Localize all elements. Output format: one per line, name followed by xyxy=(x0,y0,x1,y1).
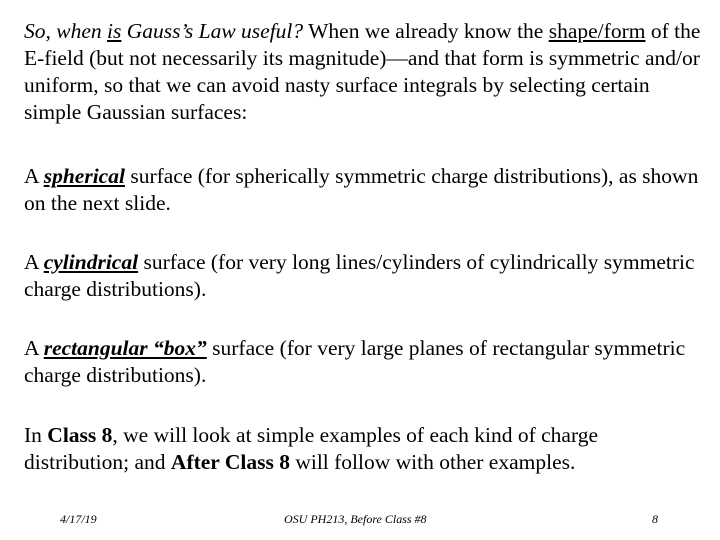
question-end: Gauss’s Law useful? xyxy=(121,19,304,43)
class8-bold-1: Class 8 xyxy=(47,423,113,447)
class8-text-3: will follow with other examples. xyxy=(289,450,576,474)
cylindrical-text: surface (for very long lines/cylinders of cylindrically symmetric charge distributions). xyxy=(24,250,695,301)
paragraph-gauss-law-usefulness xyxy=(24,18,704,126)
spherical-text: surface (for spherically symmetric charge distributions), as shown on the next slide. xyxy=(24,164,699,215)
paragraph-class-8 xyxy=(24,422,704,476)
answer-text-2: of the E-field (but not necessarily its magnitude)—and that form is symmetric and/or uniform, so that we can avoid nasty surface integrals by selecting certain simple Gaussian surfaces: xyxy=(24,19,701,124)
paragraph-cylindrical xyxy=(24,249,704,303)
rectangular-lead: A xyxy=(24,336,44,360)
spherical-keyword: spherical xyxy=(43,164,125,188)
question-start: So, when xyxy=(24,19,108,43)
question-is-emphasis: is xyxy=(107,19,122,43)
class8-bold-2: After Class 8 xyxy=(170,450,290,474)
paragraph-spherical xyxy=(24,163,704,217)
footer-page-number: 8 xyxy=(652,512,658,526)
paragraph-rectangular-box xyxy=(24,335,704,389)
cylindrical-lead: A xyxy=(24,250,44,274)
shape-form-emphasis: shape/form xyxy=(548,19,646,43)
cylindrical-keyword: cylindrical xyxy=(43,250,139,274)
rectangular-text: surface (for very large planes of rectangular symmetric charge distributions). xyxy=(24,336,686,387)
rectangular-box-keyword: rectangular “box” xyxy=(43,336,207,360)
footer-title: OSU PH213, Before Class #8 xyxy=(284,512,427,526)
class8-text-1: In xyxy=(24,423,48,447)
class8-text-2: , we will look at simple examples of each kind of charge distribution; and xyxy=(24,423,599,474)
spherical-lead: A xyxy=(24,164,44,188)
answer-text-1: When we already know the xyxy=(303,19,549,43)
footer-date: 4/17/19 xyxy=(60,512,97,526)
